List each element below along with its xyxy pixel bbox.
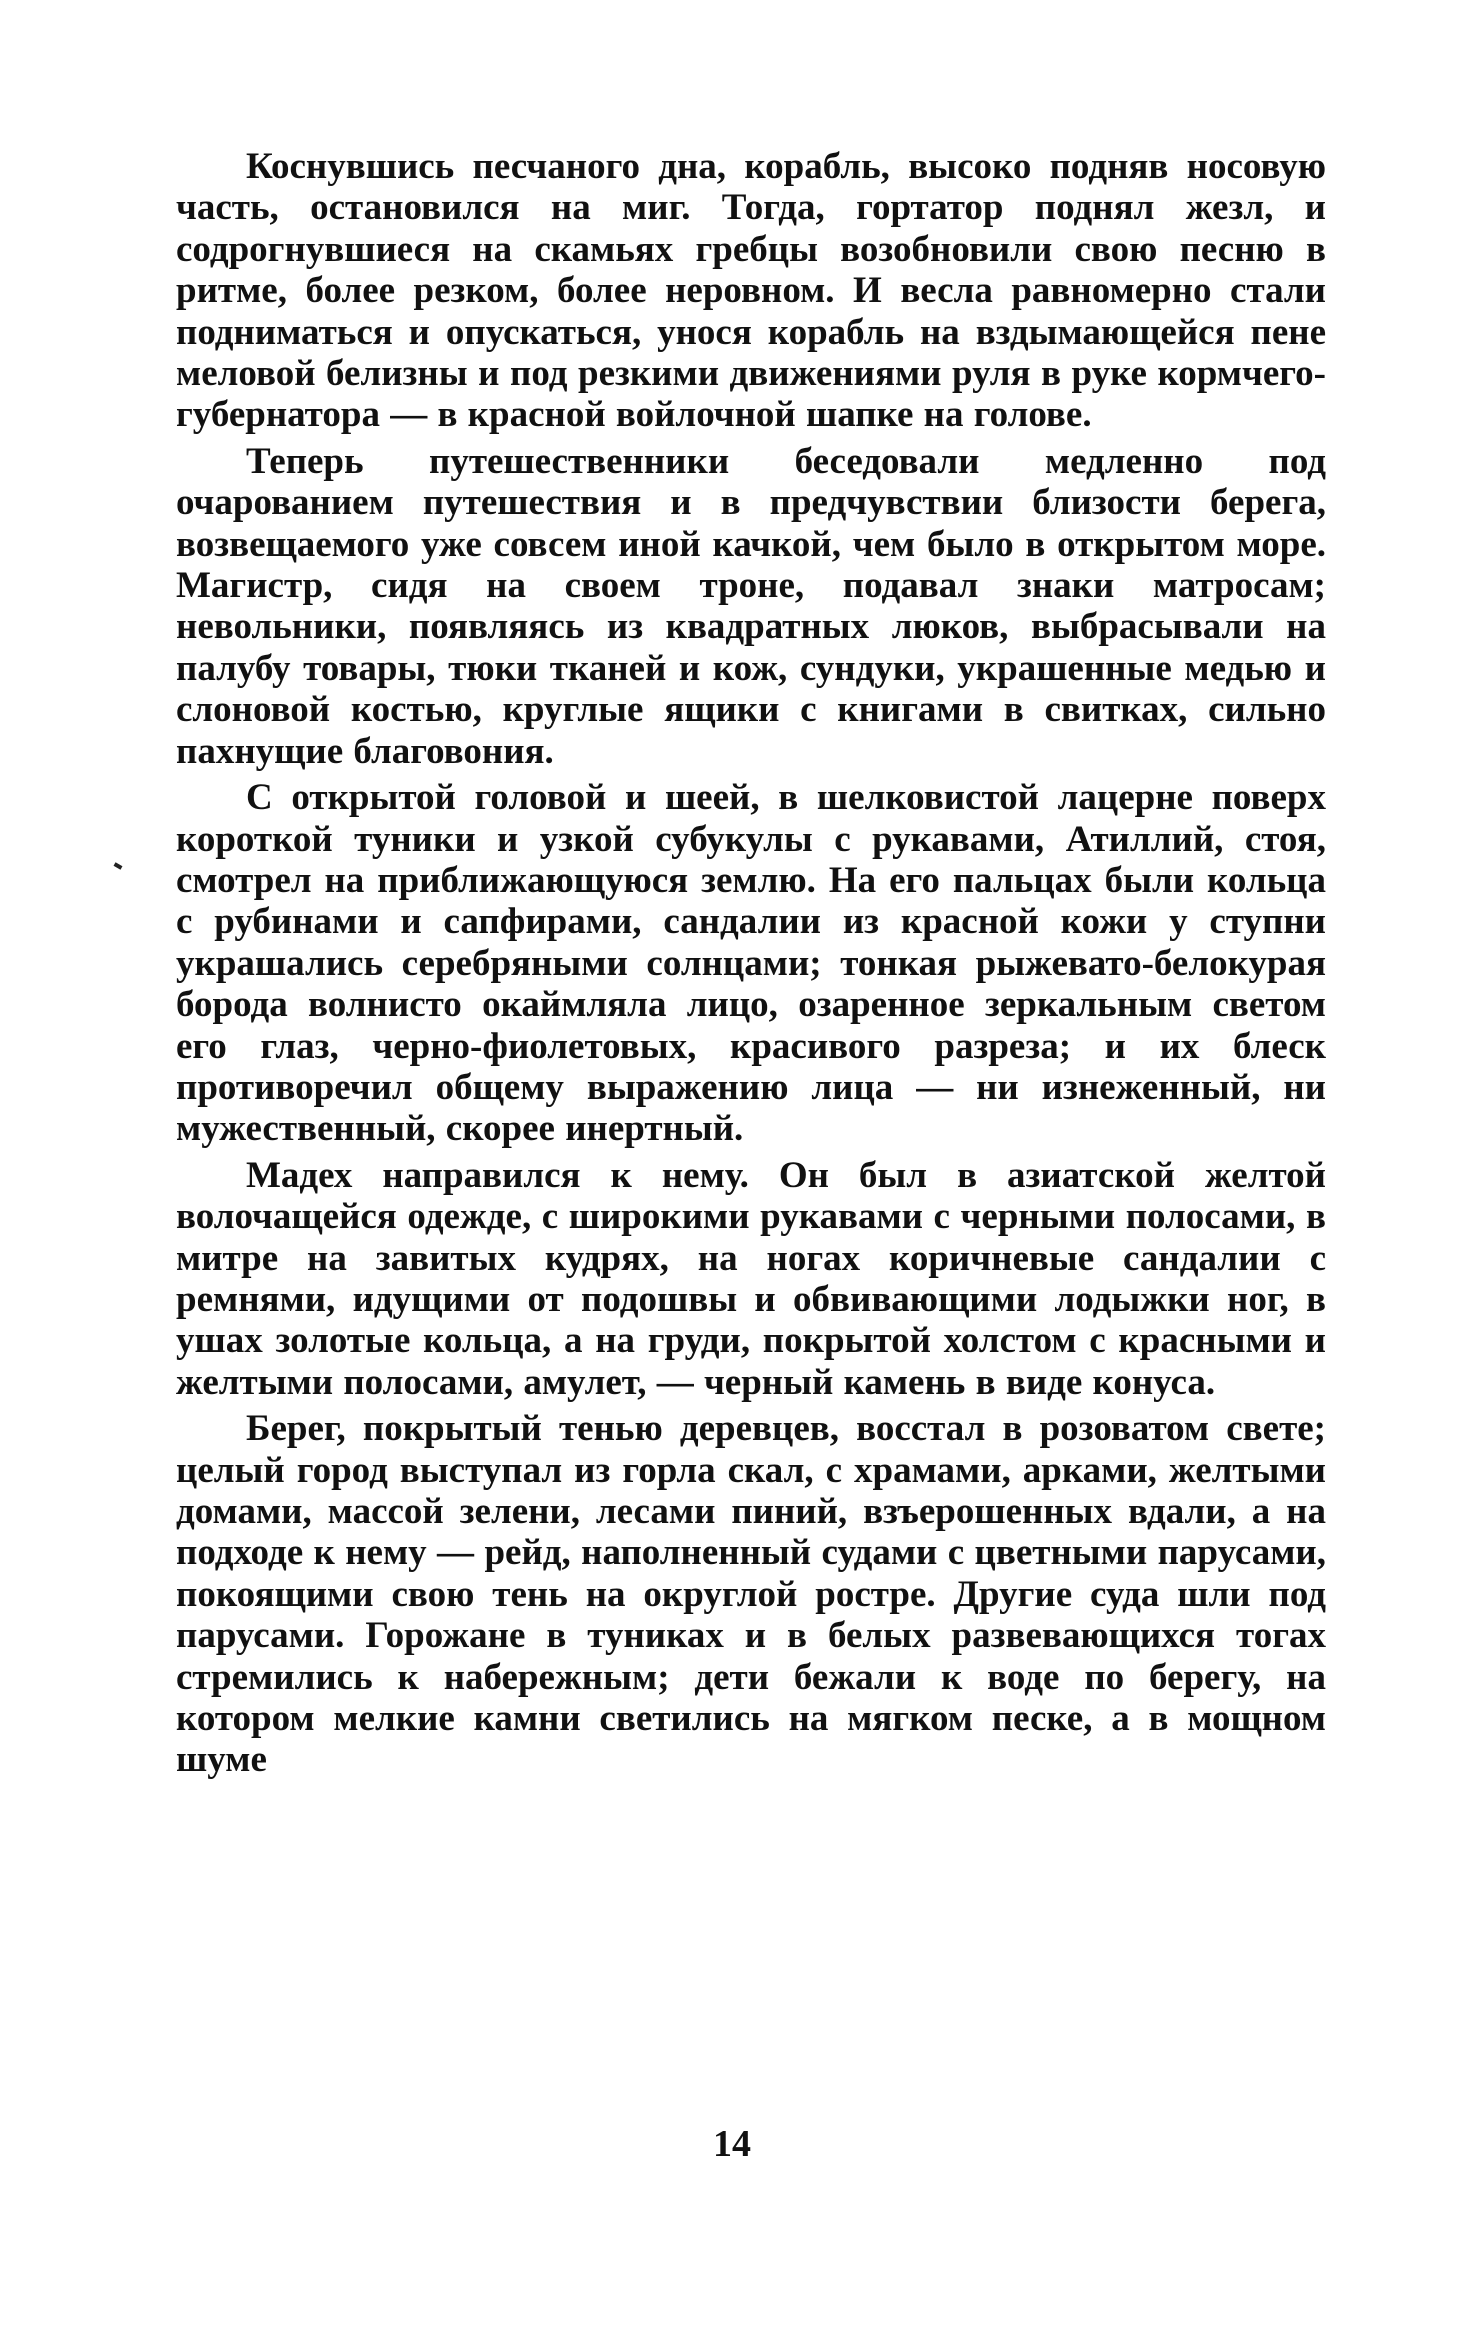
page-number: 14 — [713, 2123, 751, 2165]
paragraph-1: Коснувшись песчаного дна, корабль, высоко подняв носовую часть, остановился на миг. Тогда, гортатор поднял жезл, и содрогнувшиеся на скамьях гребцы возобновили свою песню в ритме, более резком, более неровном. И весла равномерно стали подниматься и опускаться, унося корабль на вздымающейся пене меловой белизны и под резкими движениями руля в руке кормчего-губернатора — в красной войлочной шапке на голове. — [176, 146, 1326, 436]
margin-mark — [114, 862, 123, 869]
paragraph-4: Мадех направился к нему. Он был в азиатской желтой волочащейся одежде, с широкими рукавами с черными полосами, в митре на завитых кудрях, на ногах коричневые сандалии с ремнями, идущими от подошвы и обвивающими лодыжки ног, в ушах золотые кольца, а на груди, покрытой холстом с красными и желтыми полосами, амулет, — черный камень в виде конуса. — [176, 1154, 1326, 1403]
page-body — [176, 146, 1326, 1781]
paragraph-3: С открытой головой и шеей, в шелковистой лацерне поверх короткой туники и узкой субукулы с рукавами, Атиллий, стоя, смотрел на приближающуюся землю. На его пальцах были кольца с рубинами и сапфирами, сандалии из красной кожи у ступни украшались серебряными солнцами; тонкая рыжевато-белокурая борода волнисто окаймляла лицо, озаренное зеркальным светом его глаз, черно-фиолетовых, красивого разреза; и их блеск противоречил общему выражению лица — ни изнеженный, ни мужественный, скорее инертный. — [176, 777, 1326, 1150]
paragraph-2: Теперь путешественники беседовали медленно под очарованием путешествия и в предчувствии близости берега, возвещаемого уже совсем иной качкой, чем было в открытом море. Магистр, сидя на своем троне, подавал знаки матросам; невольники, появляясь из квадратных люков, выбрасывали на палубу товары, тюки тканей и кож, сундуки, украшенные медью и слоновой костью, круглые ящики с книгами в свитках, сильно пахнущие благовония. — [176, 440, 1326, 772]
paragraph-5: Берег, покрытый тенью деревцев, восстал в розоватом свете; целый город выступал из горла скал, с храмами, арками, желтыми домами, массой зелени, лесами пиний, взъерошенных вдали, а на подходе к нему — рейд, наполненный судами с цветными парусами, покоящими свою тень на округлой ростре. Другие суда шли под парусами. Горожане в туниках и в белых развевающихся тогах стремились к набережным; дети бежали к воде по берегу, на котором мелкие камни светились на мягком песке, а в мощном шуме — [176, 1408, 1326, 1781]
